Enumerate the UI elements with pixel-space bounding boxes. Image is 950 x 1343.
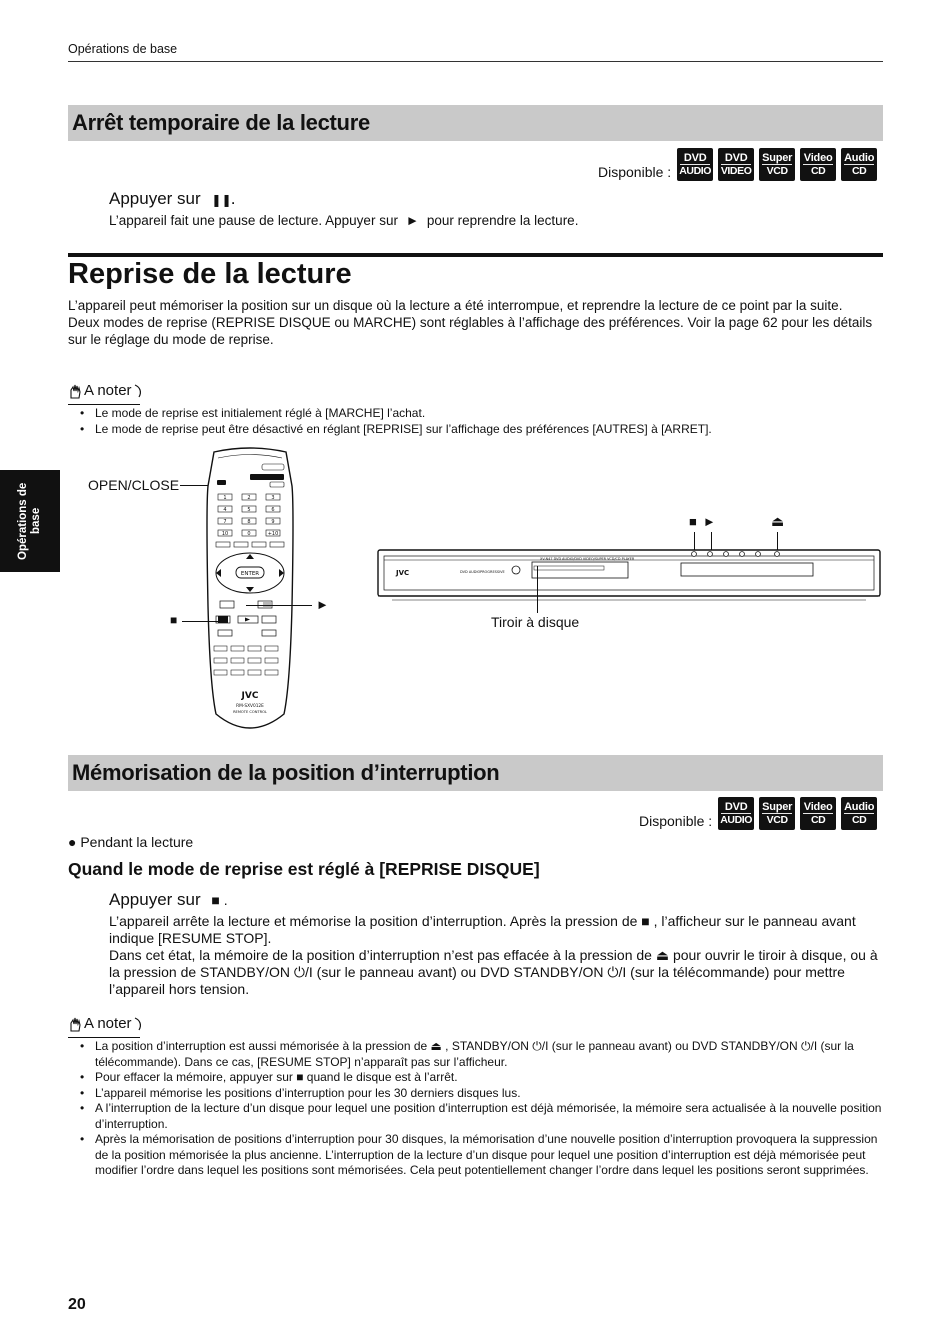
svg-text:2: 2 bbox=[247, 495, 251, 501]
badge-top-text: Video bbox=[803, 800, 833, 813]
note-heading-2 bbox=[68, 1015, 144, 1032]
player-stop-label: ■ bbox=[689, 514, 697, 529]
note-item: • Le mode de reprise est initialement réglé à [MARCHE] l’achat. bbox=[68, 406, 883, 422]
player-play-label: ► bbox=[702, 514, 716, 529]
pause-symbol: ❚❚. bbox=[211, 193, 235, 207]
remote-model: RM-SXV012E bbox=[236, 704, 264, 709]
format-badge bbox=[800, 797, 836, 830]
badge-top-text: Audio bbox=[844, 151, 875, 164]
badge-bottom-text: VCD bbox=[766, 164, 788, 177]
format-badge bbox=[677, 148, 713, 181]
note-underline bbox=[68, 404, 140, 405]
availability-row-1 bbox=[598, 148, 877, 181]
instruction-text: Appuyer sur bbox=[109, 189, 201, 208]
stop-instruction bbox=[109, 890, 228, 910]
side-tab-label: Opérations de base bbox=[17, 482, 42, 560]
player-model: XV-N47 DVD AUDIO/DVD VIDEO/SUPER VCD/CD PLAYER bbox=[540, 557, 635, 561]
available-label-2: Disponible : bbox=[639, 812, 713, 829]
stop-para-1: L’appareil arrête la lecture et mémorise la position d’interruption. Après la pression de ■ , l’afficheur sur le panneau avant indique [RESUME STOP]. bbox=[109, 913, 856, 946]
side-chapter-tab bbox=[0, 470, 60, 572]
playback-condition: ● Pendant la lecture bbox=[68, 834, 194, 850]
resume-intro bbox=[68, 297, 883, 348]
format-badge bbox=[718, 797, 754, 830]
format-badge bbox=[841, 797, 877, 830]
note-item: • La position d’interruption est aussi mémorisée à la pression de ⏏ , STANDBY/ON ⏻/I (sur le panneau avant) ou DVD STANDBY/ON ⏻/I (sur la télécommande). Dans ce cas, [RESUME STOP] n’apparaît pas sur l’afficheur. bbox=[68, 1039, 883, 1070]
note-item: • Pour effacer la mémoire, appuyer sur ■ quand le disque est à l’arrêt. bbox=[68, 1070, 883, 1086]
svg-text:8: 8 bbox=[247, 519, 251, 525]
stop-para-2: Dans cet état, la mémoire de la position d’interruption n’est pas effacée à la pression de ⏏ pour ouvrir le tiroir à disque, ou à la pression de STANDBY/ON ⏻/I (sur le panneau avant) ou DVD STANDBY/ON ⏻/I (sur la télécommande) pour mettre l’appareil hors tension. bbox=[109, 947, 878, 997]
stop-symbol: ■ . bbox=[211, 892, 228, 908]
resume-para-1: L’appareil peut mémoriser la position sur un disque où la lecture a été interrompue, et reprendre la lecture de ce point par la suite. bbox=[68, 298, 843, 313]
hand-note-icon bbox=[68, 383, 82, 399]
play-symbol: ► bbox=[405, 213, 420, 228]
format-badge bbox=[759, 797, 795, 830]
note-item: • Le mode de reprise peut être désactivé en réglant [REPRISE] sur l’affichage des préférences [AUTRES] à [ARRET]. bbox=[68, 422, 883, 438]
instruction-text-2: Appuyer sur bbox=[109, 890, 201, 909]
dvd-player-illustration bbox=[376, 548, 884, 606]
remote-caption: REMOTE CONTROL bbox=[233, 710, 267, 714]
format-badges-2 bbox=[718, 797, 877, 830]
badge-top-text: Super bbox=[762, 800, 793, 813]
badge-bottom-text: AUDIO bbox=[679, 164, 712, 177]
title-rule bbox=[68, 253, 883, 257]
badge-bottom-text: VCD bbox=[766, 813, 788, 826]
stop-description bbox=[109, 913, 879, 998]
badge-top-text: Audio bbox=[844, 800, 875, 813]
svg-text:10: 10 bbox=[221, 531, 229, 537]
badge-bottom-text: CD bbox=[810, 164, 826, 177]
note-item: • A l’interruption de la lecture d’un disque pour lequel une position d’interruption est déjà mémorisée, la mémoire sera actualisée à la nouvelle position d’interruption. bbox=[68, 1101, 883, 1132]
svg-text:4: 4 bbox=[223, 507, 227, 513]
svg-text:9: 9 bbox=[271, 519, 275, 525]
badge-bottom-text: VIDEO bbox=[720, 164, 752, 177]
notes-list-2 bbox=[68, 1039, 883, 1179]
note-item: • L’appareil mémorise les positions d’interruption pour les 30 derniers disques lus. bbox=[68, 1086, 883, 1102]
svg-text:7: 7 bbox=[223, 519, 227, 525]
player-brand: JVC bbox=[396, 569, 410, 577]
desc-after: pour reprendre la lecture. bbox=[426, 213, 579, 228]
header-rule bbox=[68, 61, 883, 62]
section-title-pause: Arrêt temporaire de la lecture bbox=[68, 105, 883, 141]
stop-leader bbox=[182, 621, 218, 622]
svg-text:1: 1 bbox=[223, 495, 227, 501]
available-label: Disponible : bbox=[598, 163, 672, 180]
note-heading-1 bbox=[68, 382, 144, 399]
badge-bottom-text: CD bbox=[851, 164, 867, 177]
format-badge bbox=[759, 148, 795, 181]
note-corner-icon bbox=[134, 1017, 144, 1031]
format-badge bbox=[841, 148, 877, 181]
note-label: A noter bbox=[84, 1015, 132, 1032]
badge-bottom-text: CD bbox=[810, 813, 826, 826]
pause-instruction bbox=[109, 189, 235, 209]
open-close-button bbox=[217, 480, 226, 485]
running-header: Opérations de base bbox=[68, 42, 178, 56]
notes-list-1 bbox=[68, 406, 883, 437]
page-number: 20 bbox=[68, 1296, 86, 1313]
badge-top-text: DVD bbox=[683, 151, 707, 164]
badge-bottom-text: AUDIO bbox=[720, 813, 753, 826]
svg-text:6: 6 bbox=[271, 507, 275, 513]
svg-text:3: 3 bbox=[271, 495, 275, 501]
play-leader bbox=[246, 605, 312, 606]
svg-text:PROGRESSIVE: PROGRESSIVE bbox=[480, 570, 505, 574]
note-label: A noter bbox=[84, 382, 132, 399]
pause-description bbox=[109, 212, 578, 229]
svg-text:DVD AUDIO: DVD AUDIO bbox=[460, 570, 481, 574]
remote-stop-label: ■ bbox=[170, 613, 178, 627]
svg-text:0: 0 bbox=[247, 531, 251, 537]
remote-stop-button bbox=[218, 616, 228, 623]
remote-play-label: ► bbox=[316, 597, 329, 612]
section-title-memory: Mémorisation de la position d’interruption bbox=[68, 755, 883, 791]
resume-mode-subheading: Quand le mode de reprise est réglé à [REPRISE DISQUE] bbox=[68, 859, 540, 879]
player-stop-play-labels bbox=[689, 514, 716, 529]
remote-control-illustration bbox=[200, 446, 300, 738]
resume-para-2: Deux modes de reprise (REPRISE DISQUE ou MARCHE) sont réglables à l’affichage des préférences. Voir la page 62 pour les détails sur le réglage du mode de reprise. bbox=[68, 315, 873, 347]
format-badge bbox=[718, 148, 754, 181]
section-title-resume: Reprise de la lecture bbox=[68, 258, 352, 290]
svg-text:5: 5 bbox=[247, 507, 251, 513]
badge-bottom-text: CD bbox=[851, 813, 867, 826]
format-badge bbox=[800, 148, 836, 181]
hand-note-icon bbox=[68, 1016, 82, 1032]
remote-brand: JVC bbox=[241, 691, 259, 701]
note-underline-2 bbox=[68, 1037, 140, 1038]
svg-text:+10: +10 bbox=[267, 531, 279, 537]
open-close-label: OPEN/CLOSE bbox=[88, 477, 180, 493]
player-eject-label: ⏏ bbox=[771, 513, 785, 529]
badge-top-text: Video bbox=[803, 151, 833, 164]
note-item: • Après la mémorisation de positions d’interruption pour 30 disques, la mémorisation d’une nouvelle position d’interruption provoquera la suppression de la position mémorisée la plus ancienne. L’interruption de la lecture d’un disque pour lequel une position d’interruption est déjà mémorisée peut modifier l’ordre dans lequel les positions sont mémorisées. Cela peut potentiellement changer l’ordre dans lequel les positions seront supprimées. bbox=[68, 1132, 883, 1179]
format-badges bbox=[677, 148, 877, 181]
availability-row-2 bbox=[639, 797, 877, 830]
tray-leader bbox=[537, 566, 538, 613]
badge-top-text: DVD bbox=[724, 151, 748, 164]
remote-enter-label: ENTER bbox=[240, 571, 260, 577]
badge-top-text: Super bbox=[762, 151, 793, 164]
desc-before: L’appareil fait une pause de lecture. Appuyer sur bbox=[109, 213, 398, 228]
note-corner-icon bbox=[134, 384, 144, 398]
badge-top-text: DVD bbox=[724, 800, 748, 813]
tray-label: Tiroir à disque bbox=[491, 614, 580, 630]
